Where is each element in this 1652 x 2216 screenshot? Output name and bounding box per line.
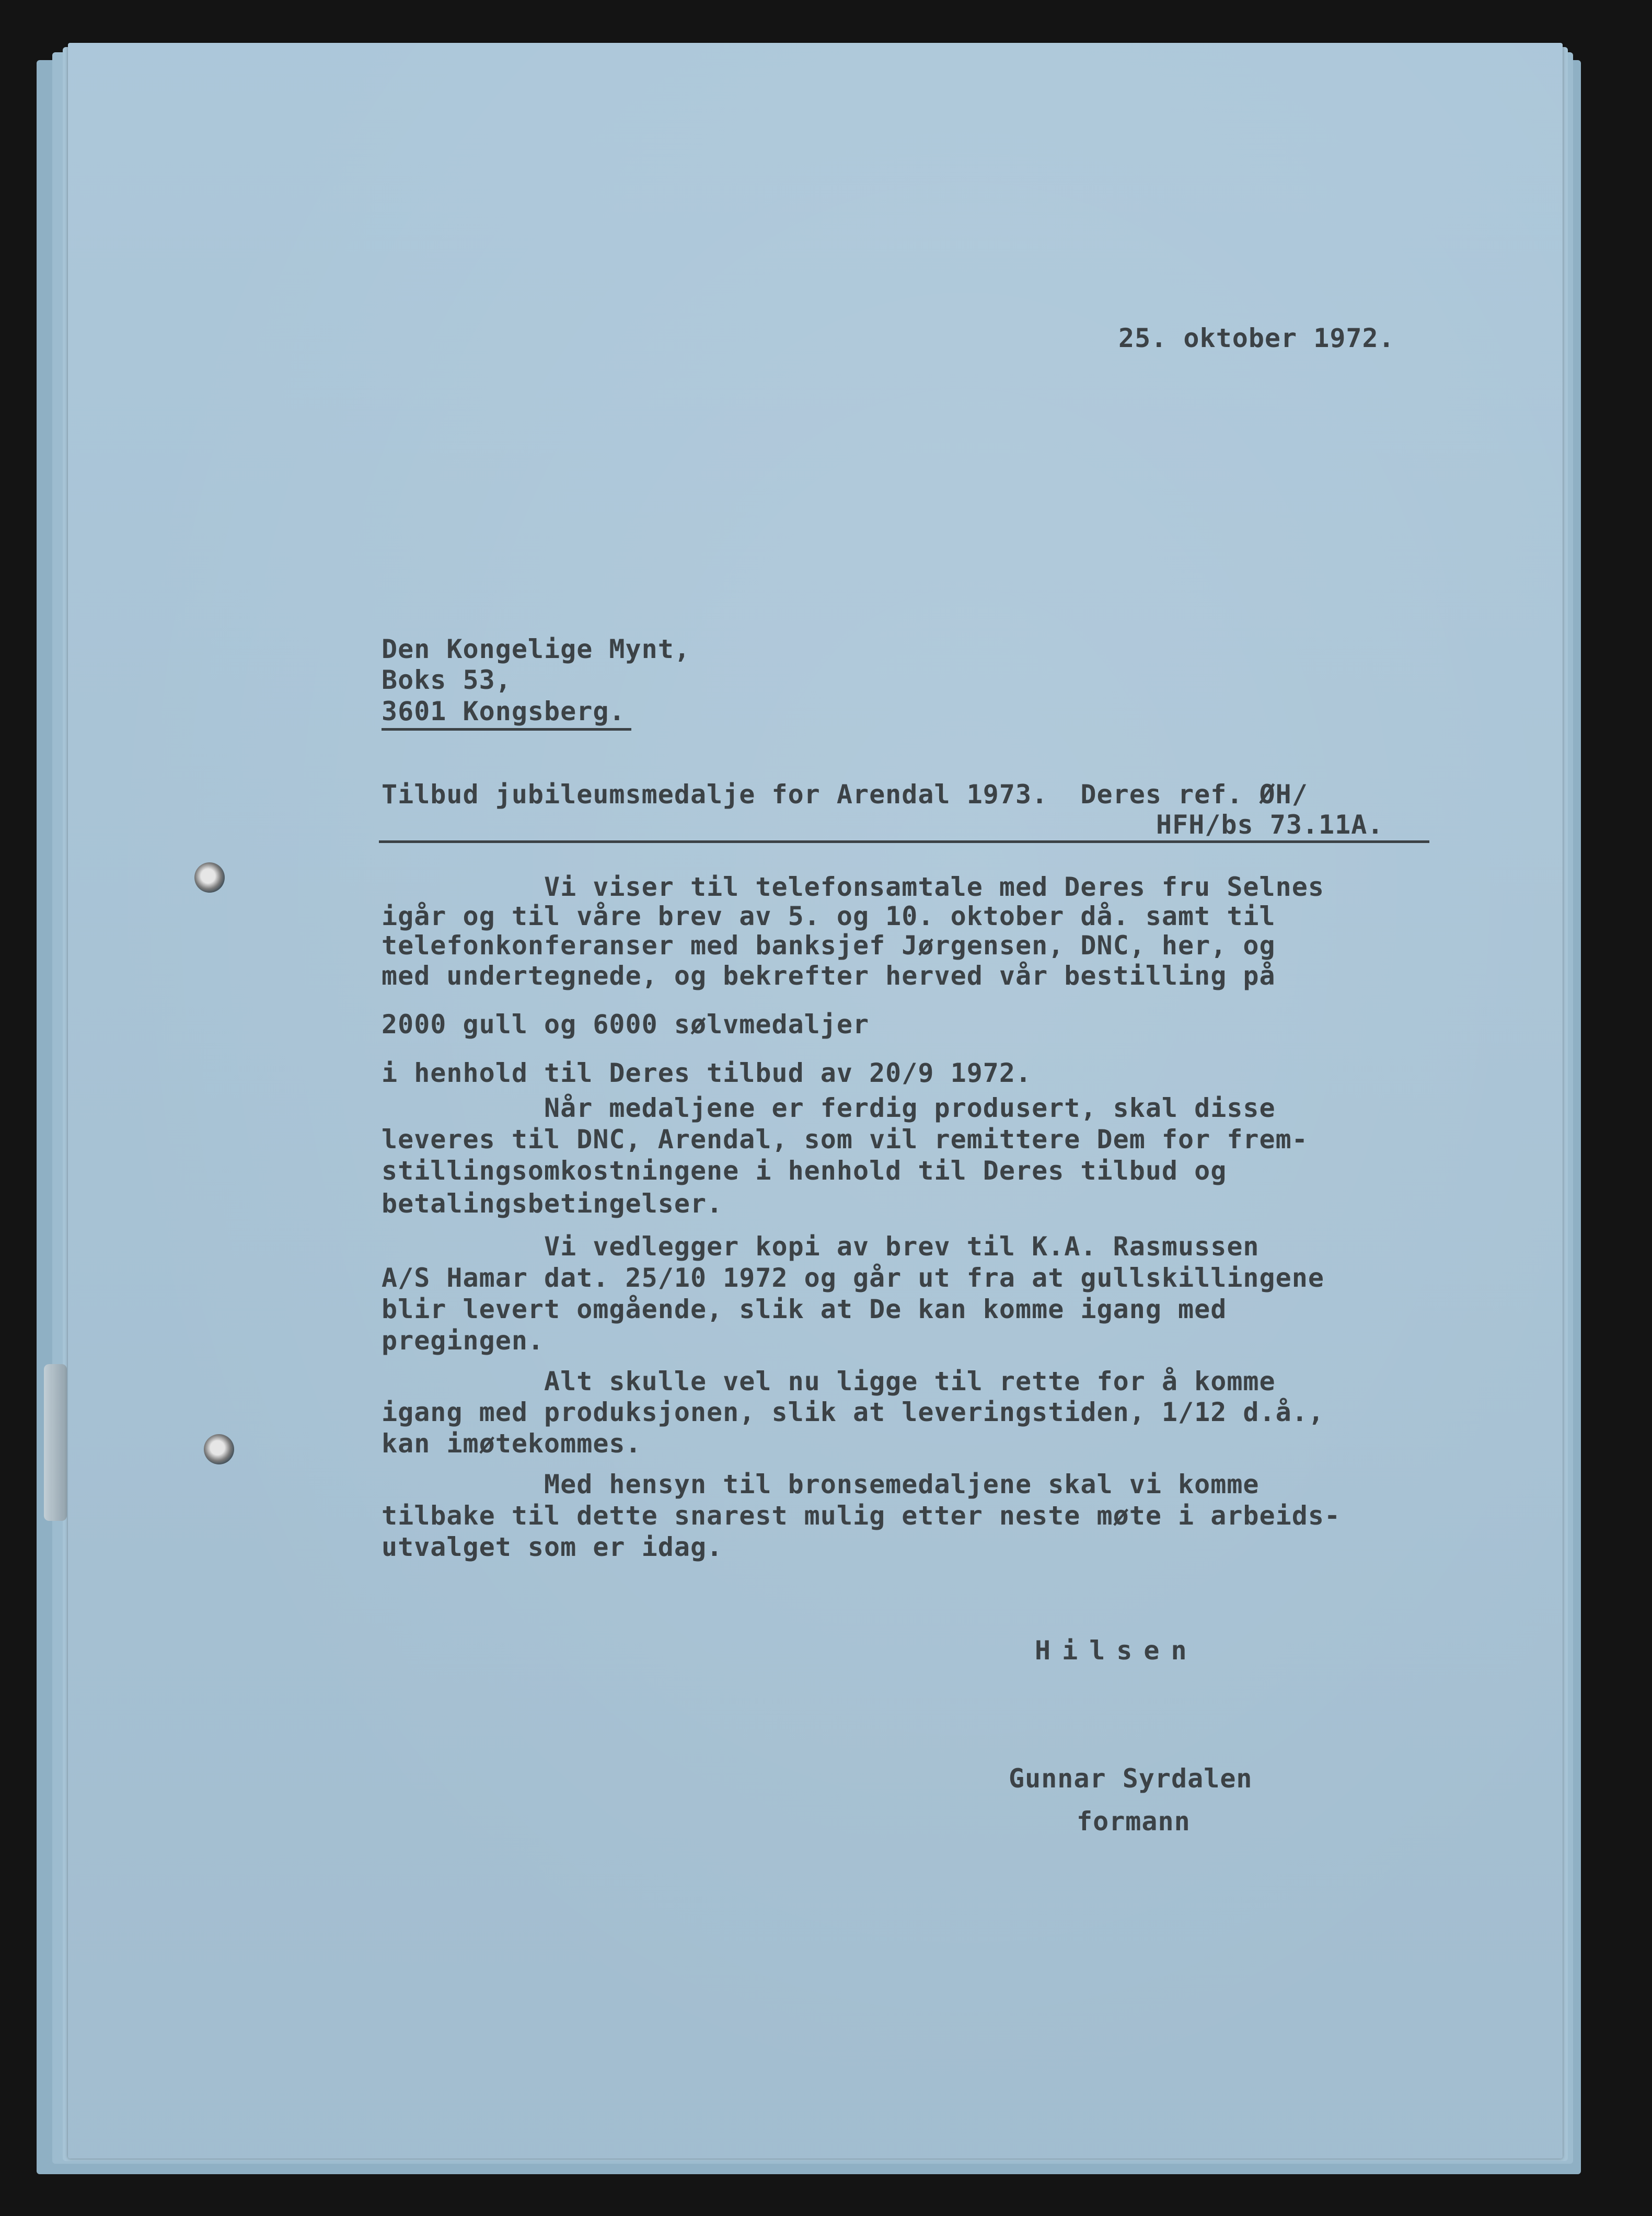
body-line: Alt skulle vel nu ligge til rette for å komme <box>382 1366 1276 1396</box>
recipient-line-3: 3601 Kongsberg. <box>382 696 626 726</box>
body-line: Vi vedlegger kopi av brev til K.A. Rasmussen <box>382 1231 1260 1262</box>
body-line: Når medaljene er ferdig produsert, skal disse <box>382 1093 1276 1123</box>
body-line: leveres til DNC, Arendal, som vil remittere Dem for frem- <box>382 1124 1308 1155</box>
punch-hole <box>204 1434 234 1464</box>
body-line: Vi viser til telefonsamtale med Deres fru Selnes <box>382 872 1324 902</box>
body-line: 2000 gull og 6000 sølvmedaljer <box>382 1009 870 1040</box>
body-line: A/S Hamar dat. 25/10 1972 og går ut fra at gullskillingene <box>382 1263 1324 1293</box>
subject-line-1: Tilbud jubileumsmedalje for Arendal 1973. Deres ref. ØH/ <box>382 779 1308 810</box>
closing-greeting: Hilsen <box>1035 1635 1198 1666</box>
signature-name: Gunnar Syrdalen <box>1009 1763 1253 1794</box>
body-line: telefonkonferanser med banksjef Jørgensen, DNC, her, og <box>382 930 1276 961</box>
body-line: igang med produksjonen, slik at leveringstiden, 1/12 d.å., <box>382 1397 1324 1427</box>
recipient-line-2: Boks 53, <box>382 665 512 695</box>
letter-date: 25. oktober 1972. <box>1118 323 1395 353</box>
body-line: utvalget som er idag. <box>382 1532 723 1562</box>
signature-title: formann <box>1077 1806 1191 1837</box>
subject-line-2: HFH/bs 73.11A. <box>1156 810 1384 840</box>
body-line: kan imøtekommes. <box>382 1428 642 1459</box>
body-line: betalingsbetingelser. <box>382 1188 723 1219</box>
body-line: igår og til våre brev av 5. og 10. oktober då. samt til <box>382 901 1276 931</box>
body-line: Med hensyn til bronsemedaljene skal vi komme <box>382 1469 1260 1499</box>
punch-hole <box>194 862 225 893</box>
body-line: med undertegnede, og bekrefter herved vår bestilling på <box>382 961 1276 991</box>
recipient-line-1: Den Kongelige Mynt, <box>382 634 690 664</box>
body-line: pregingen. <box>382 1325 545 1356</box>
body-line: stillingsomkostningene i henhold til Deres tilbud og <box>382 1156 1227 1186</box>
body-line: tilbake til dette snarest mulig etter neste møte i arbeids- <box>382 1501 1341 1531</box>
body-line: i henhold til Deres tilbud av 20/9 1972. <box>382 1058 1032 1088</box>
body-line: blir levert omgående, slik at De kan komme igang med <box>382 1294 1227 1324</box>
subject-underline <box>379 840 1429 843</box>
recipient-underline <box>382 728 631 731</box>
torn-paper-edge <box>44 1364 67 1521</box>
